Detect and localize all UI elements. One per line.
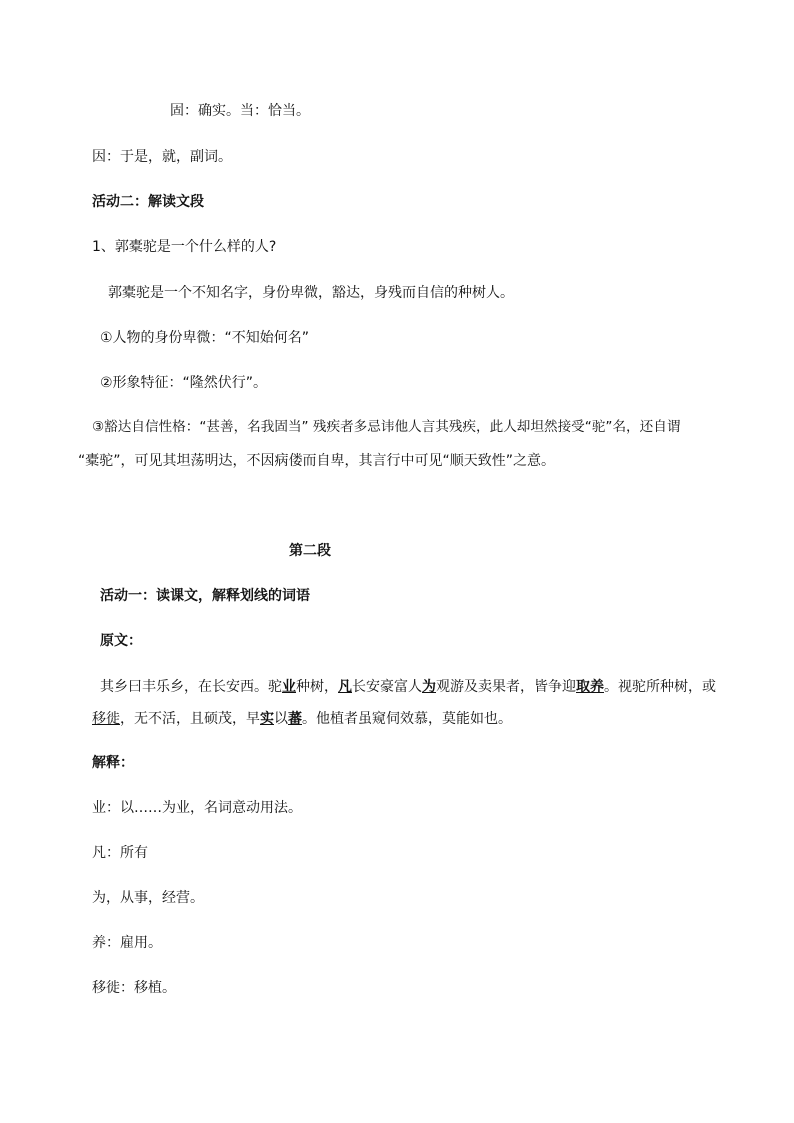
gloss-yin: 因：于是，就，副词。 xyxy=(92,149,232,165)
underlined-word-wei: 为 xyxy=(422,679,436,695)
orig-text: 观游及卖果者，皆争迎 xyxy=(436,679,576,695)
orig-text: 种树， xyxy=(296,679,338,695)
explanation-yixi: 移徙：移植。 xyxy=(92,980,176,996)
point-three-line-2: “橐驼”，可见其坦荡明达，不因病偻而自卑，其言行中可见“顺天致性”之意。 xyxy=(78,453,556,469)
orig-text: 长安豪富人 xyxy=(352,679,422,695)
explanation-ye: 业：以……为业，名词意动用法。 xyxy=(92,800,302,816)
explanation-label: 解释： xyxy=(92,755,134,771)
underlined-word-fan2: 蕃 xyxy=(288,711,302,727)
original-text-line-1 xyxy=(100,677,716,697)
explanation-yang: 养：雇用。 xyxy=(92,935,162,951)
section-two-title: 第二段 xyxy=(289,543,331,559)
underlined-word-ye: 业 xyxy=(282,679,296,695)
activity-one-heading: 活动一：读课文，解释划线的词语 xyxy=(100,588,310,604)
point-three-line-1: ③豁达自信性格：“甚善，名我固当” 残疾者多忌讳他人言其残疾，此人却坦然接受“驼”名，还自谓 xyxy=(92,419,681,435)
orig-text: 。他植者虽窥伺效慕，莫能如也。 xyxy=(302,711,512,727)
underlined-word-quyang: 取养 xyxy=(576,679,604,695)
orig-text: ，无不活，且硕茂，早 xyxy=(120,711,260,727)
underlined-word-yixi: 移徙 xyxy=(92,711,120,727)
point-one: ①人物的身份卑微：“不知始何名” xyxy=(100,330,310,346)
orig-text: 以 xyxy=(274,711,288,727)
original-text-line-2 xyxy=(92,709,512,729)
underlined-word-fan: 凡 xyxy=(338,679,352,695)
underlined-word-shi: 实 xyxy=(260,711,274,727)
question-one: 1、郭橐驼是一个什么样的人? xyxy=(92,239,277,255)
original-text-label: 原文： xyxy=(100,633,142,649)
orig-text: 其乡曰丰乐乡，在长安西。驼 xyxy=(100,679,282,695)
question-one-answer: 郭橐驼是一个不知名字，身份卑微，豁达，身残而自信的种树人。 xyxy=(108,285,514,301)
point-two: ②形象特征：“隆然伏行”。 xyxy=(100,375,268,391)
orig-text: 。视驼所种树，或 xyxy=(604,679,716,695)
gloss-gu-dang: 固：确实。当：恰当。 xyxy=(170,103,310,119)
activity-two-heading: 活动二：解读文段 xyxy=(92,194,204,210)
explanation-wei: 为，从事，经营。 xyxy=(92,890,204,906)
explanation-fan: 凡：所有 xyxy=(92,845,148,861)
